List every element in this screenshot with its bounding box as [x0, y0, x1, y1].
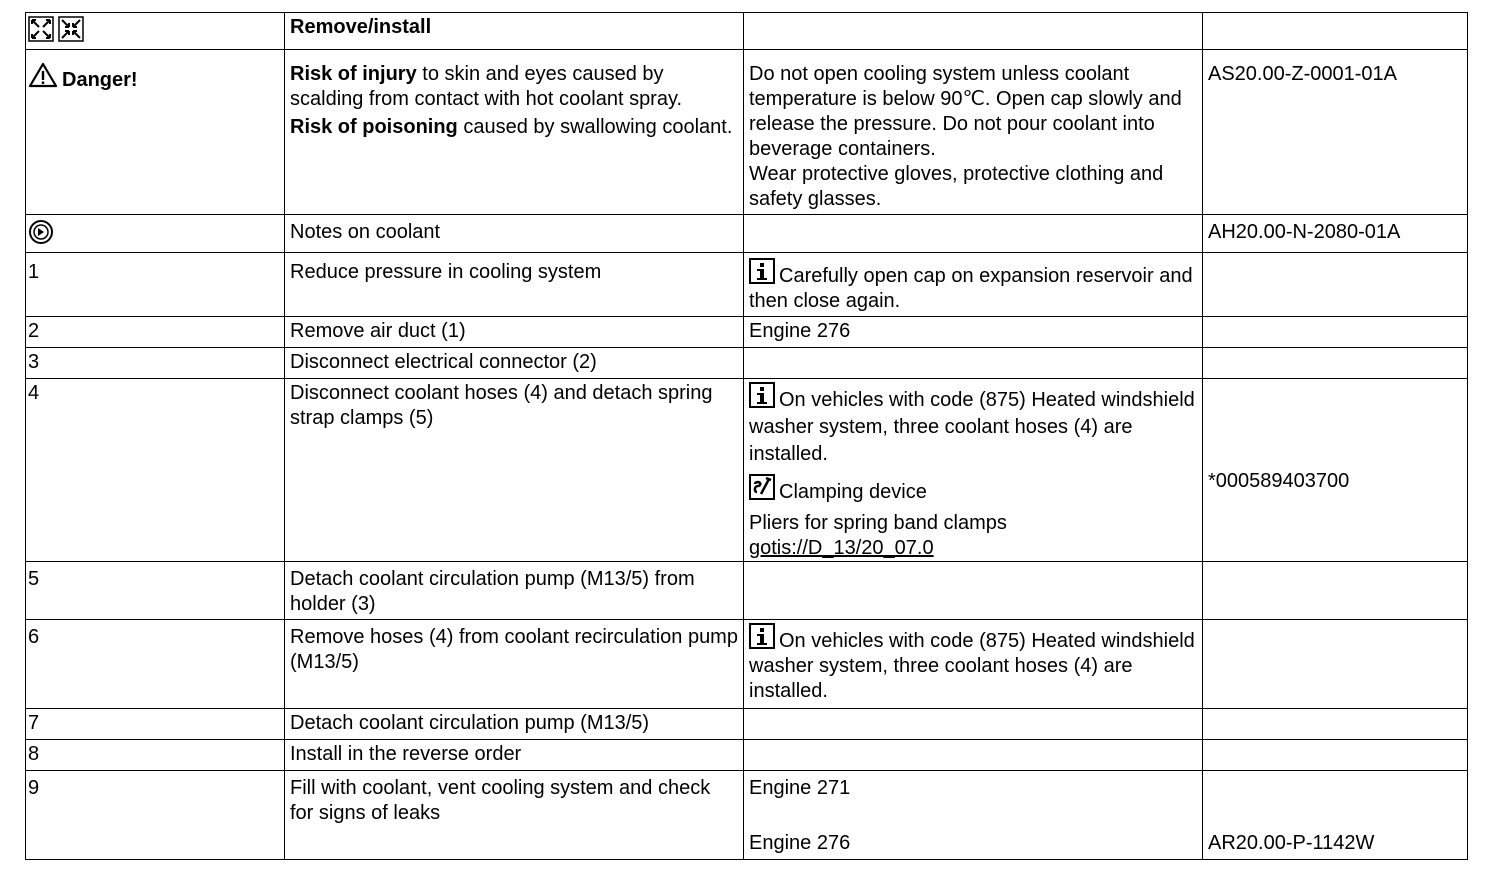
danger-instruction-2: Wear protective gloves, protective clothing and safety glasses. [749, 163, 1164, 210]
step-ref: AR20.00-P-1142W [1208, 832, 1375, 854]
special-tool-icon [749, 474, 775, 500]
step-note-engine-276: Engine 276 [749, 832, 851, 854]
risk-injury-text: Risk of injury to skin and eyes caused by scalding from contact with hot coolant spray. [290, 63, 683, 110]
step-number: 7 [28, 712, 40, 734]
remove-install-icons [28, 16, 84, 42]
page-title: Remove/install [290, 16, 432, 38]
warning-triangle-icon [28, 62, 58, 88]
step-row [26, 709, 1468, 740]
step-text: Detach coolant circulation pump (M13/5) from holder (3) [290, 568, 695, 615]
danger-label: Danger! [62, 69, 138, 91]
table-header-row [26, 13, 1468, 50]
tool-link[interactable]: gotis://D_13/20_07.0 [749, 537, 934, 559]
danger-risk-cell [285, 50, 744, 215]
step-note: On vehicles with code (875) Heated windshield washer system, three coolant hoses (4) are installed. [749, 630, 1195, 702]
header-icons-cell [26, 13, 285, 50]
step-text: Remove hoses (4) from coolant recirculation pump (M13/5) [290, 626, 738, 673]
step-text: Remove air duct (1) [290, 320, 466, 342]
step-number: 9 [28, 777, 40, 799]
step-row [26, 771, 1468, 860]
step-text: Reduce pressure in cooling system [290, 261, 602, 283]
tool-label: Clamping device [779, 481, 927, 503]
risk-poisoning-text: Risk of poisoning caused by swallowing coolant. [290, 116, 733, 138]
danger-instruction-1: Do not open cooling system unless coolant temperature is below 90℃. Open cap slowly and release the pressure. Do not pour coolant into beverage containers. [749, 63, 1182, 160]
step-note: On vehicles with code (875) Heated windshield washer system, three coolant hoses (4) are installed. [749, 389, 1195, 465]
info-icon [749, 382, 775, 408]
step-note: Carefully open cap on expansion reservoir and then close again. [749, 265, 1193, 312]
step-number: 6 [28, 626, 40, 648]
step-row [26, 317, 1468, 348]
danger-instructions-cell [744, 50, 1203, 215]
danger-label-cell [26, 50, 285, 215]
step-row [26, 253, 1468, 317]
step-row [26, 620, 1468, 709]
danger-ref: AS20.00-Z-0001-01A [1208, 63, 1398, 85]
step-number: 4 [28, 382, 40, 404]
step-note: Engine 276 [749, 320, 851, 342]
step-text: Disconnect coolant hoses (4) and detach spring strap clamps (5) [290, 382, 713, 429]
info-icon [749, 258, 775, 284]
install-symbol-icon [59, 17, 83, 41]
step-row [26, 562, 1468, 620]
repair-procedure-table [25, 12, 1468, 860]
danger-ref-cell [1203, 50, 1468, 215]
tool-ref: *000589403700 [1208, 470, 1350, 492]
step-number: 2 [28, 320, 40, 342]
step-text: Install in the reverse order [290, 743, 522, 765]
step-row [26, 740, 1468, 771]
step-number: 5 [28, 568, 40, 590]
step-note-engine-271: Engine 271 [749, 777, 851, 799]
step-number: 1 [28, 261, 40, 283]
tool-name: Pliers for spring band clamps [749, 512, 1007, 534]
step-text: Fill with coolant, vent cooling system and check for signs of leaks [290, 777, 711, 824]
header-title-cell [285, 13, 744, 50]
step-number: 3 [28, 351, 40, 373]
info-icon [749, 623, 775, 649]
step-number: 8 [28, 743, 40, 765]
notes-row [26, 215, 1468, 253]
step-text: Detach coolant circulation pump (M13/5) [290, 712, 650, 734]
remove-symbol-icon [29, 17, 53, 41]
step-row [26, 348, 1468, 379]
step-text: Disconnect electrical connector (2) [290, 351, 597, 373]
danger-row [26, 50, 1468, 215]
notes-ref: AH20.00-N-2080-01A [1208, 221, 1401, 243]
notes-circle-icon [28, 219, 54, 245]
notes-text: Notes on coolant [290, 221, 441, 243]
notes-icon-cell [26, 215, 285, 253]
step-row [26, 379, 1468, 562]
